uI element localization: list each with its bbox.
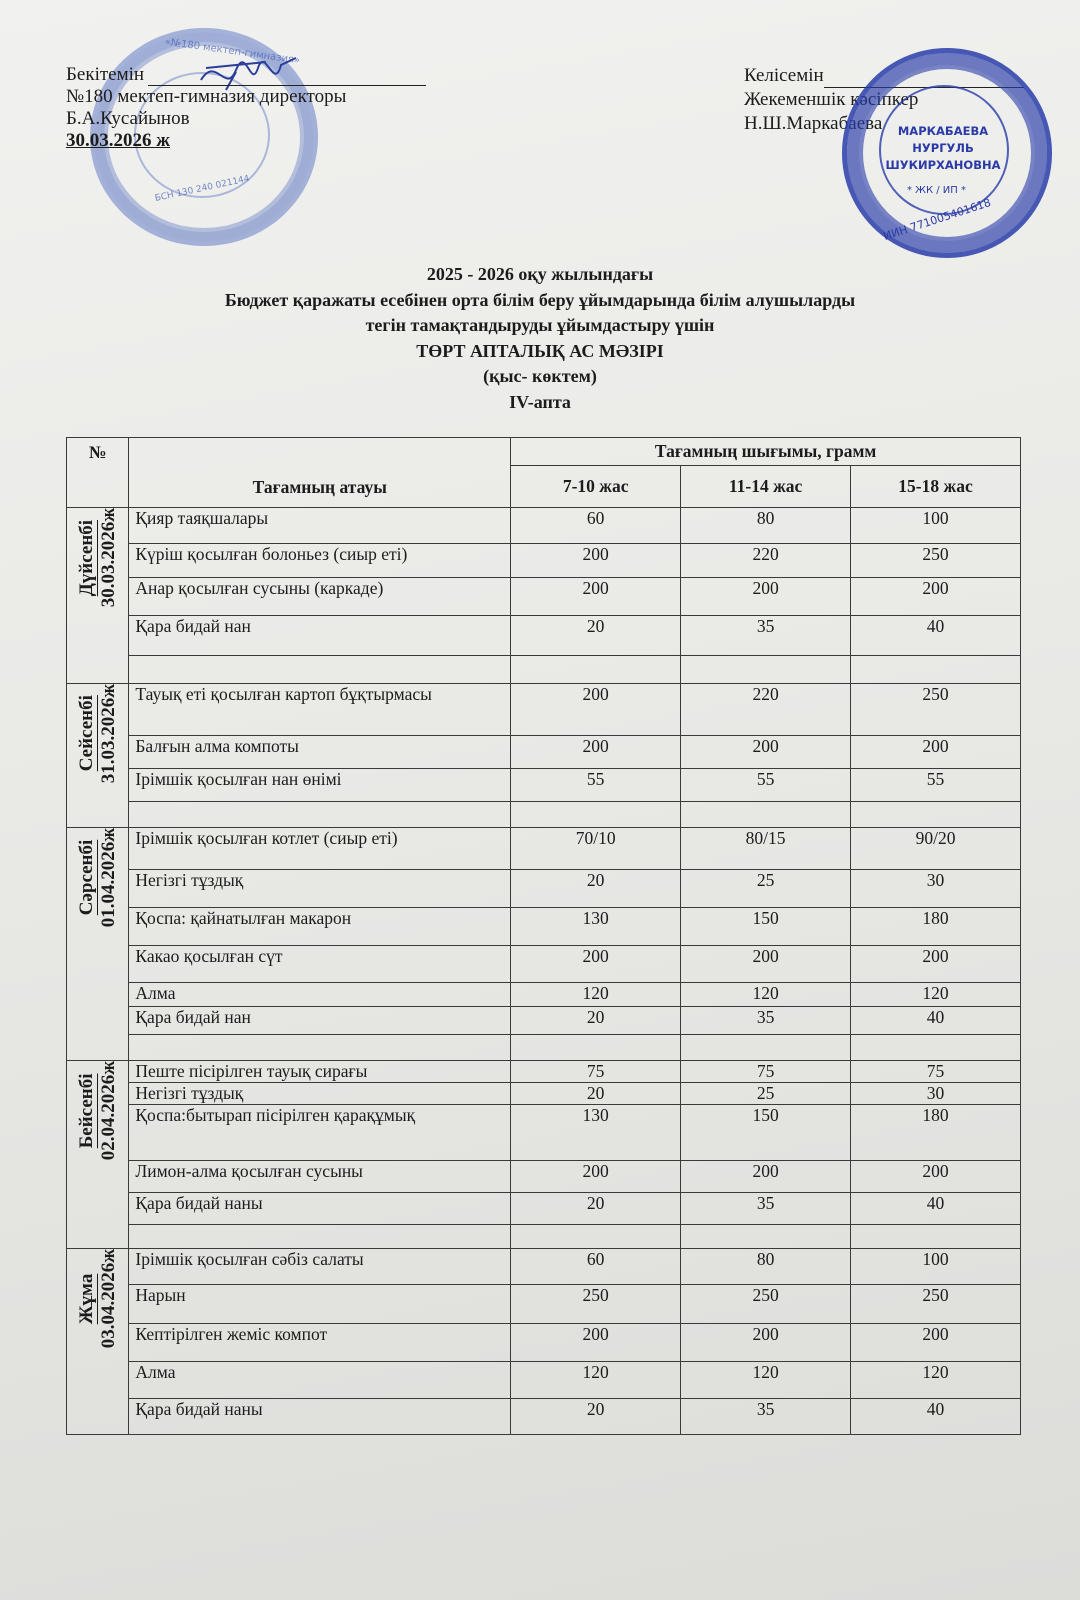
portion-grams: 200: [511, 684, 681, 736]
agreement-label: Келісемін: [744, 65, 824, 86]
dish-name: Қоспа:бытырап пісірілген қарақұмық: [129, 1105, 511, 1161]
portion-grams: 20: [511, 1399, 681, 1435]
portion-grams: 30: [851, 1083, 1021, 1105]
approval-position: №180 мектеп-гимназия директоры: [66, 86, 347, 107]
empty-cell: [681, 802, 851, 828]
empty-cell: [129, 802, 511, 828]
menu-body: [67, 508, 1021, 1435]
table-row: [67, 1362, 1021, 1399]
portion-grams: 200: [851, 736, 1021, 769]
portion-grams: 70/10: [511, 828, 681, 870]
portion-grams: 20: [511, 1193, 681, 1225]
portion-grams: 40: [851, 1193, 1021, 1225]
portion-grams: 180: [851, 908, 1021, 946]
portion-grams: 130: [511, 1105, 681, 1161]
day-label: [76, 1249, 120, 1348]
day-date: 03.04.2026ж: [97, 1249, 119, 1349]
empty-row: [67, 1225, 1021, 1249]
stamp-iin: ИИН 771005401618: [881, 195, 993, 244]
day-cell: [67, 508, 129, 684]
portion-grams: 200: [511, 736, 681, 769]
portion-grams: 120: [511, 983, 681, 1007]
dish-name: Қара бидай наны: [129, 1399, 511, 1435]
day-cell: [67, 1249, 129, 1435]
header-age-15-18: 15-18 жас: [851, 466, 1021, 508]
portion-grams: 75: [511, 1061, 681, 1083]
portion-grams: 40: [851, 1007, 1021, 1035]
dish-name: Балғын алма компоты: [129, 736, 511, 769]
document-title: 2025 - 2026 оқу жылындағы Бюджет қаражаты есебінен орта білім беру ұйымдарында білім алушыларды тегін тамақтандыруды ұйымдастыру үшін ТӨРТ АПТАЛЫҚ АС МӘЗІРІ (қыс- көктем) IV-апта: [224, 264, 856, 412]
table-row: [67, 1399, 1021, 1435]
portion-grams: 90/20: [851, 828, 1021, 870]
portion-grams: 220: [681, 684, 851, 736]
day-cell: [67, 684, 129, 828]
header-yield: Тағамның шығымы, грамм: [511, 438, 1021, 466]
table-row: [67, 769, 1021, 802]
portion-grams: 20: [511, 616, 681, 656]
portion-grams: 25: [681, 870, 851, 908]
portion-grams: 200: [681, 736, 851, 769]
dish-name: Күріш қосылған болоньез (сиыр еті): [129, 544, 511, 578]
portion-grams: 80: [681, 1249, 851, 1285]
agreement-position: Жекеменшік кәсіпкер: [744, 89, 919, 110]
portion-grams: 60: [511, 1249, 681, 1285]
table-row: [67, 1083, 1021, 1105]
dish-name: Тауық еті қосылған картоп бұқтырмасы: [129, 684, 511, 736]
day-label: [76, 828, 120, 927]
portion-grams: 20: [511, 1007, 681, 1035]
portion-grams: 20: [511, 1083, 681, 1105]
signature-line: [824, 69, 1024, 88]
portion-grams: 200: [681, 1161, 851, 1193]
agreement-name: Н.Ш.Маркабаева: [744, 113, 883, 134]
portion-grams: 80/15: [681, 828, 851, 870]
empty-row: [67, 656, 1021, 684]
approval-name: Б.А.Кусайынов: [66, 108, 190, 129]
portion-grams: 250: [851, 544, 1021, 578]
approval-date: 30.03.2026 ж: [66, 130, 171, 151]
empty-cell: [511, 1225, 681, 1249]
day-label: [76, 1061, 120, 1160]
portion-grams: 200: [681, 946, 851, 983]
table-row: [67, 870, 1021, 908]
table-row: [67, 578, 1021, 616]
table-row: [67, 1324, 1021, 1362]
portion-grams: 200: [511, 946, 681, 983]
empty-cell: [681, 656, 851, 684]
table-row: [67, 828, 1021, 870]
portion-grams: 120: [851, 1362, 1021, 1399]
dish-name: Какао қосылған сүт: [129, 946, 511, 983]
table-row: [67, 684, 1021, 736]
portion-grams: 100: [851, 508, 1021, 544]
portion-grams: 40: [851, 616, 1021, 656]
portion-grams: 35: [681, 1193, 851, 1225]
empty-cell: [681, 1035, 851, 1061]
portion-grams: 35: [681, 616, 851, 656]
dish-name: Пеште пісірілген тауық сирағы: [129, 1061, 511, 1083]
table-row: [67, 1007, 1021, 1035]
portion-grams: 120: [681, 983, 851, 1007]
dish-name: Қара бидай нан: [129, 616, 511, 656]
dish-name: Лимон-алма қосылған сусыны: [129, 1161, 511, 1193]
portion-grams: 35: [681, 1007, 851, 1035]
table-row: [67, 616, 1021, 656]
day-label: [76, 508, 120, 607]
dish-name: Қияр таяқшалары: [129, 508, 511, 544]
dish-name: Қоспа: қайнатылған макарон: [129, 908, 511, 946]
portion-grams: 250: [511, 1285, 681, 1324]
empty-cell: [851, 1225, 1021, 1249]
dish-name: Алма: [129, 1362, 511, 1399]
header-age-11-14: 11-14 жас: [681, 466, 851, 508]
table-row: [67, 544, 1021, 578]
empty-cell: [851, 656, 1021, 684]
empty-cell: [129, 1035, 511, 1061]
day-name: Сәрсенбі: [75, 839, 97, 916]
empty-cell: [129, 1225, 511, 1249]
portion-grams: 20: [511, 870, 681, 908]
stamp-type: * ЖК / ИП *: [907, 185, 966, 196]
stamp-bsn: БСН 130 240 021144: [154, 174, 251, 204]
table-row: [67, 1285, 1021, 1324]
portion-grams: 200: [681, 1324, 851, 1362]
portion-grams: 40: [851, 1399, 1021, 1435]
empty-cell: [511, 802, 681, 828]
table-row: [67, 908, 1021, 946]
table-row: [67, 1161, 1021, 1193]
portion-grams: 120: [511, 1362, 681, 1399]
portion-grams: 200: [511, 578, 681, 616]
day-name: Бейсенбі: [75, 1073, 97, 1149]
table-row: [67, 508, 1021, 544]
empty-cell: [851, 802, 1021, 828]
empty-cell: [511, 1035, 681, 1061]
dish-name: Ірімшік қосылған нан өнімі: [129, 769, 511, 802]
portion-grams: 200: [511, 1324, 681, 1362]
stamp-ring-text: «№180 мектеп-гимназия»: [163, 36, 301, 67]
empty-cell: [129, 656, 511, 684]
dish-name: Нарын: [129, 1285, 511, 1324]
table-row: [67, 1193, 1021, 1225]
portion-grams: 200: [511, 544, 681, 578]
table-row: [67, 983, 1021, 1007]
portion-grams: 120: [851, 983, 1021, 1007]
portion-grams: 75: [851, 1061, 1021, 1083]
portion-grams: 30: [851, 870, 1021, 908]
dish-name: Негізгі тұздық: [129, 1083, 511, 1105]
menu-table: [66, 437, 1021, 1435]
dish-name: Қара бидай нан: [129, 1007, 511, 1035]
day-cell: [67, 1061, 129, 1249]
day-name: Сейсенбі: [75, 695, 97, 772]
portion-grams: 200: [511, 1161, 681, 1193]
dish-name: Ірімшік қосылған сәбіз салаты: [129, 1249, 511, 1285]
dish-name: Кептірілген жеміс компот: [129, 1324, 511, 1362]
header-number: №: [67, 438, 129, 508]
day-name: Дүйсенбі: [75, 519, 97, 596]
day-date: 02.04.2026ж: [97, 1061, 119, 1161]
portion-grams: 220: [681, 544, 851, 578]
portion-grams: 200: [851, 1161, 1021, 1193]
agreement-block: [744, 64, 1024, 136]
portion-grams: 75: [681, 1061, 851, 1083]
table-row: [67, 1105, 1021, 1161]
portion-grams: 200: [851, 946, 1021, 983]
portion-grams: 150: [681, 1105, 851, 1161]
dish-name: Негізгі тұздық: [129, 870, 511, 908]
portion-grams: 150: [681, 908, 851, 946]
day-date: 31.03.2026ж: [97, 684, 119, 784]
portion-grams: 55: [511, 769, 681, 802]
portion-grams: 80: [681, 508, 851, 544]
stamp-name: МАРКАБАЕВА НУРГУЛЬ ШУКИРХАНОВНА: [885, 124, 1001, 172]
portion-grams: 200: [851, 578, 1021, 616]
day-date: 30.03.2026ж: [97, 508, 119, 608]
portion-grams: 250: [681, 1285, 851, 1324]
table-row: [67, 1249, 1021, 1285]
empty-cell: [511, 656, 681, 684]
header-age-7-10: 7-10 жас: [511, 466, 681, 508]
portion-grams: 200: [851, 1324, 1021, 1362]
dish-name: Ірімшік қосылған котлет (сиыр еті): [129, 828, 511, 870]
empty-cell: [681, 1225, 851, 1249]
day-label: [76, 684, 120, 783]
portion-grams: 250: [851, 1285, 1021, 1324]
approval-block: [66, 64, 426, 152]
approval-label: Бекітемін: [66, 64, 145, 85]
table-row: [67, 946, 1021, 983]
portion-grams: 130: [511, 908, 681, 946]
day-name: Жұма: [75, 1273, 97, 1324]
signature-line: [148, 67, 426, 86]
empty-cell: [851, 1035, 1021, 1061]
empty-row: [67, 1035, 1021, 1061]
header-dish-name: Тағамның атауы: [129, 438, 511, 508]
portion-grams: 120: [681, 1362, 851, 1399]
portion-grams: 100: [851, 1249, 1021, 1285]
table-row: [67, 736, 1021, 769]
portion-grams: 60: [511, 508, 681, 544]
portion-grams: 200: [681, 578, 851, 616]
portion-grams: 180: [851, 1105, 1021, 1161]
portion-grams: 55: [681, 769, 851, 802]
day-date: 01.04.2026ж: [97, 828, 119, 928]
dish-name: Алма: [129, 983, 511, 1007]
dish-name: Қара бидай наны: [129, 1193, 511, 1225]
empty-row: [67, 802, 1021, 828]
day-cell: [67, 828, 129, 1061]
portion-grams: 55: [851, 769, 1021, 802]
portion-grams: 35: [681, 1399, 851, 1435]
dish-name: Анар қосылған сусыны (каркаде): [129, 578, 511, 616]
portion-grams: 25: [681, 1083, 851, 1105]
table-row: [67, 1061, 1021, 1083]
portion-grams: 250: [851, 684, 1021, 736]
